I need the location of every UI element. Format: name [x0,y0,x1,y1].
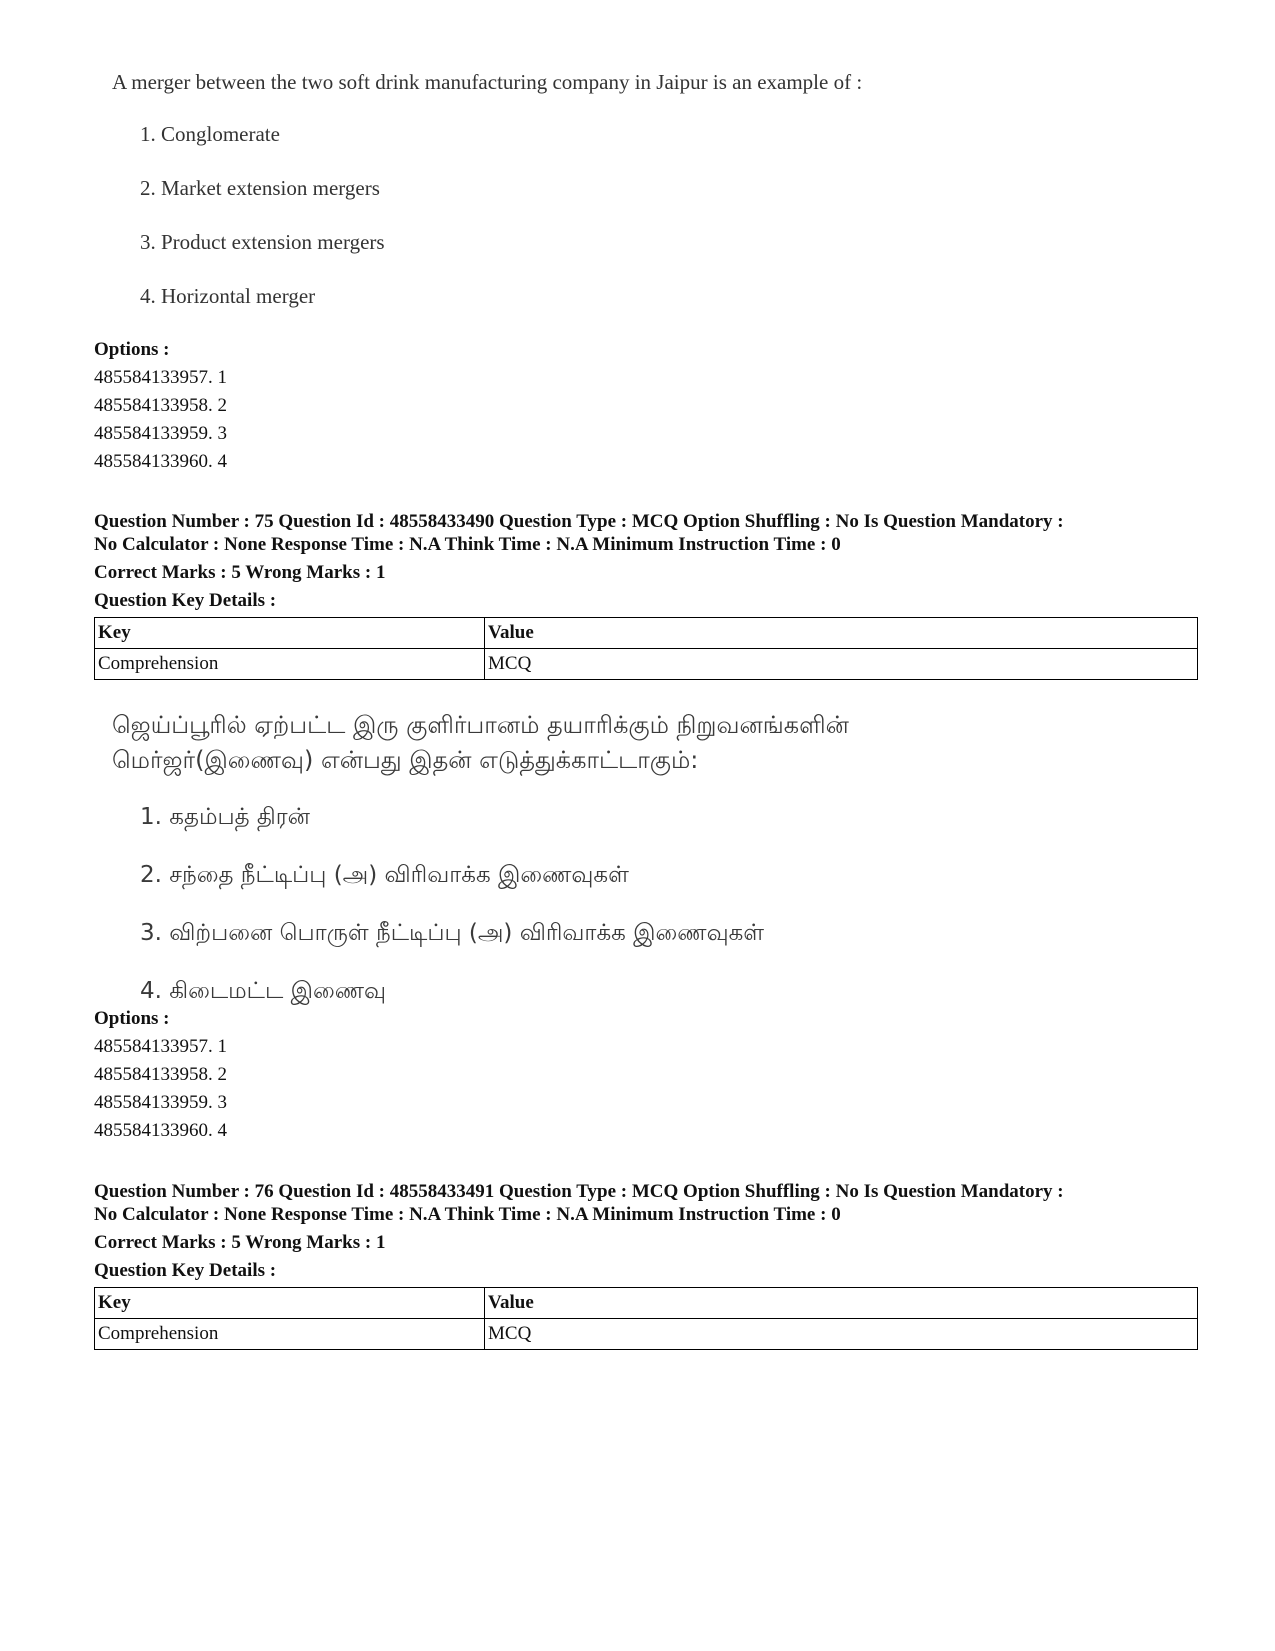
question-image-tamil [112,708,1032,1032]
choice-item: 2. சந்தை நீட்டிப்பு (அ) விரிவாக்க இணைவுகள் [140,862,629,888]
options-title: Options : [94,1008,170,1029]
table-header-key: Key [95,1288,485,1319]
question-meta-76 [94,1180,1214,1350]
choice-item: 3. Product extension mergers [140,230,385,254]
table-row [95,1319,1198,1350]
table-cell-value: MCQ [485,1319,1198,1350]
table-header-value: Value [485,618,1198,649]
stem-line: மெர்ஜர்(இணைவு) என்பது இதன் எடுத்துக்காட்டாகும்: [112,746,699,774]
options-block [94,336,1214,476]
option-line: 485584133959. 3 [94,423,227,444]
option-line: 485584133958. 2 [94,395,227,416]
table-cell-key: Comprehension [95,1319,485,1350]
option-line: 485584133959. 3 [94,1092,227,1113]
choice-item: 1. Conglomerate [140,122,280,146]
key-value-table [94,1287,1198,1350]
choice-item: 1. கதம்பத் திரன் [140,804,310,830]
meta-line: No Calculator : None Response Time : N.A Think Time : N.A Minimum Instruction Time : 0 [94,1204,841,1225]
marks-line: Correct Marks : 5 Wrong Marks : 1 [94,562,386,583]
key-details-title: Question Key Details : [94,590,277,611]
table-cell-value: MCQ [485,649,1198,680]
key-value-table [94,617,1198,680]
question-stem [112,708,1032,778]
meta-line: Question Number : 76 Question Id : 48558433491 Question Type : MCQ Option Shuffling : No Is Question Mandatory : [94,1181,1064,1202]
question-meta-75 [94,510,1214,680]
options-title: Options : [94,339,170,360]
options-block [94,1005,1214,1145]
option-line: 485584133958. 2 [94,1064,227,1085]
option-line: 485584133957. 1 [94,1036,227,1057]
option-line: 485584133960. 4 [94,1120,227,1141]
choice-item: 2. Market extension mergers [140,176,380,200]
choice-list [112,800,1032,1032]
choice-item: 3. விற்பனை பொருள் நீட்டிப்பு (அ) விரிவாக்க இணைவுகள் [140,920,765,946]
option-line: 485584133960. 4 [94,451,227,472]
table-header-value: Value [485,1288,1198,1319]
stem-line: ஜெய்ப்பூரில் ஏற்பட்ட இரு குளிர்பானம் தயாரிக்கும் நிறுவனங்களின் [112,711,849,739]
table-cell-key: Comprehension [95,649,485,680]
choice-item: 4. Horizontal merger [140,284,316,308]
table-header-key: Key [95,618,485,649]
question-stem: A merger between the two soft drink manufacturing company in Jaipur is an example of : [112,70,863,94]
table-header-row [95,618,1198,649]
meta-line: No Calculator : None Response Time : N.A Think Time : N.A Minimum Instruction Time : 0 [94,534,841,555]
table-header-row [95,1288,1198,1319]
key-details-title: Question Key Details : [94,1260,277,1281]
marks-line: Correct Marks : 5 Wrong Marks : 1 [94,1232,386,1253]
meta-line: Question Number : 75 Question Id : 48558433490 Question Type : MCQ Option Shuffling : No Is Question Mandatory : [94,511,1064,532]
choice-item: 4. கிடைமட்ட இணைவு [140,978,387,1004]
table-row [95,649,1198,680]
question-image-english [112,70,1012,335]
choice-list [112,119,1012,335]
option-line: 485584133957. 1 [94,367,227,388]
